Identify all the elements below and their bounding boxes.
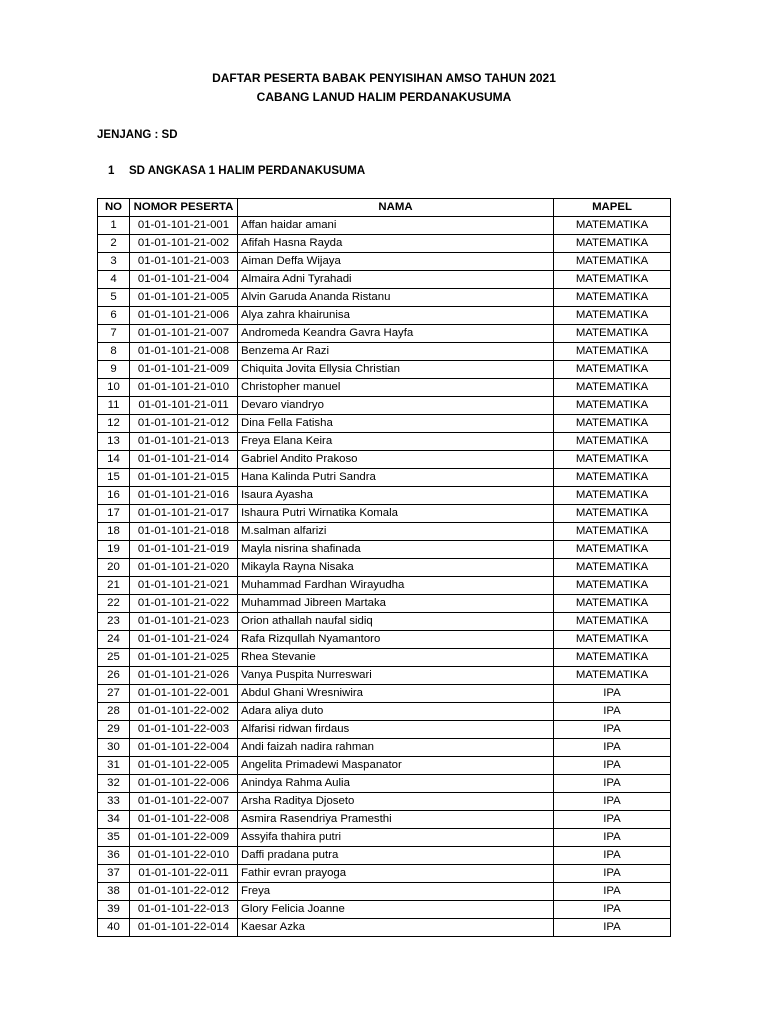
cell-no: 5: [98, 289, 130, 307]
table-row: [98, 775, 671, 793]
cell-nomor-peserta: 01-01-101-21-025: [130, 649, 238, 667]
header-no: NO: [98, 199, 130, 217]
cell-nomor-peserta: 01-01-101-22-009: [130, 829, 238, 847]
table-row: [98, 217, 671, 235]
cell-nomor-peserta: 01-01-101-22-008: [130, 811, 238, 829]
cell-mapel: IPA: [554, 883, 671, 901]
cell-mapel: IPA: [554, 919, 671, 937]
cell-mapel: MATEMATIKA: [554, 433, 671, 451]
cell-nama: Freya: [238, 883, 554, 901]
cell-nama: Muhammad Fardhan Wirayudha: [238, 577, 554, 595]
table-row: [98, 451, 671, 469]
cell-nama: Benzema Ar Razi: [238, 343, 554, 361]
cell-nomor-peserta: 01-01-101-21-009: [130, 361, 238, 379]
cell-mapel: MATEMATIKA: [554, 613, 671, 631]
table-row: [98, 667, 671, 685]
table-row: [98, 559, 671, 577]
cell-nama: Rhea Stevanie: [238, 649, 554, 667]
cell-mapel: MATEMATIKA: [554, 217, 671, 235]
cell-mapel: MATEMATIKA: [554, 595, 671, 613]
cell-mapel: IPA: [554, 811, 671, 829]
cell-nomor-peserta: 01-01-101-22-007: [130, 793, 238, 811]
cell-nama: Vanya Puspita Nurreswari: [238, 667, 554, 685]
cell-nomor-peserta: 01-01-101-22-003: [130, 721, 238, 739]
cell-mapel: MATEMATIKA: [554, 325, 671, 343]
cell-nomor-peserta: 01-01-101-21-007: [130, 325, 238, 343]
cell-mapel: IPA: [554, 865, 671, 883]
cell-nomor-peserta: 01-01-101-21-014: [130, 451, 238, 469]
table-row: [98, 631, 671, 649]
cell-mapel: IPA: [554, 757, 671, 775]
cell-mapel: MATEMATIKA: [554, 379, 671, 397]
cell-nama: Alfarisi ridwan firdaus: [238, 721, 554, 739]
cell-nama: Adara aliya duto: [238, 703, 554, 721]
cell-no: 19: [98, 541, 130, 559]
cell-mapel: MATEMATIKA: [554, 361, 671, 379]
cell-nama: Arsha Raditya Djoseto: [238, 793, 554, 811]
cell-nomor-peserta: 01-01-101-22-005: [130, 757, 238, 775]
cell-no: 3: [98, 253, 130, 271]
table-row: [98, 235, 671, 253]
table-row: [98, 703, 671, 721]
cell-no: 11: [98, 397, 130, 415]
cell-mapel: MATEMATIKA: [554, 541, 671, 559]
table-row: [98, 577, 671, 595]
cell-no: 17: [98, 505, 130, 523]
header-mapel: MAPEL: [554, 199, 671, 217]
table-header-row: [98, 199, 671, 217]
cell-nama: Mayla nisrina shafinada: [238, 541, 554, 559]
cell-nomor-peserta: 01-01-101-21-008: [130, 343, 238, 361]
cell-no: 25: [98, 649, 130, 667]
cell-nomor-peserta: 01-01-101-21-024: [130, 631, 238, 649]
cell-nama: M.salman alfarizi: [238, 523, 554, 541]
cell-nama: Muhammad Jibreen Martaka: [238, 595, 554, 613]
cell-nama: Andromeda Keandra Gavra Hayfa: [238, 325, 554, 343]
cell-nomor-peserta: 01-01-101-21-002: [130, 235, 238, 253]
table-body: [98, 217, 671, 937]
cell-nomor-peserta: 01-01-101-21-017: [130, 505, 238, 523]
table-row: [98, 595, 671, 613]
cell-no: 13: [98, 433, 130, 451]
cell-no: 18: [98, 523, 130, 541]
cell-no: 39: [98, 901, 130, 919]
cell-mapel: MATEMATIKA: [554, 253, 671, 271]
cell-nama: Alya zahra khairunisa: [238, 307, 554, 325]
cell-mapel: MATEMATIKA: [554, 631, 671, 649]
participant-table: [97, 198, 671, 937]
school-name: SD ANGKASA 1 HALIM PERDANAKUSUMA: [129, 165, 366, 177]
cell-mapel: MATEMATIKA: [554, 559, 671, 577]
cell-mapel: IPA: [554, 739, 671, 757]
cell-mapel: MATEMATIKA: [554, 289, 671, 307]
cell-mapel: MATEMATIKA: [554, 307, 671, 325]
cell-mapel: MATEMATIKA: [554, 487, 671, 505]
cell-nama: Chiquita Jovita Ellysia Christian: [238, 361, 554, 379]
table-row: [98, 505, 671, 523]
cell-mapel: MATEMATIKA: [554, 469, 671, 487]
cell-nomor-peserta: 01-01-101-22-013: [130, 901, 238, 919]
table-row: [98, 487, 671, 505]
cell-mapel: IPA: [554, 847, 671, 865]
cell-no: 34: [98, 811, 130, 829]
table-row: [98, 865, 671, 883]
table-row: [98, 901, 671, 919]
cell-no: 15: [98, 469, 130, 487]
cell-nomor-peserta: 01-01-101-21-013: [130, 433, 238, 451]
cell-no: 21: [98, 577, 130, 595]
table-row: [98, 847, 671, 865]
cell-nama: Dina Fella Fatisha: [238, 415, 554, 433]
cell-nomor-peserta: 01-01-101-21-022: [130, 595, 238, 613]
cell-nama: Afifah Hasna Rayda: [238, 235, 554, 253]
cell-no: 1: [98, 217, 130, 235]
cell-nama: Rafa Rizqullah Nyamantoro: [238, 631, 554, 649]
cell-nomor-peserta: 01-01-101-21-005: [130, 289, 238, 307]
cell-no: 6: [98, 307, 130, 325]
cell-no: 36: [98, 847, 130, 865]
table-row: [98, 361, 671, 379]
cell-nama: Anindya Rahma Aulia: [238, 775, 554, 793]
cell-no: 12: [98, 415, 130, 433]
cell-nomor-peserta: 01-01-101-21-018: [130, 523, 238, 541]
cell-mapel: IPA: [554, 775, 671, 793]
table-row: [98, 253, 671, 271]
table-row: [98, 271, 671, 289]
cell-nomor-peserta: 01-01-101-22-006: [130, 775, 238, 793]
cell-nama: Christopher manuel: [238, 379, 554, 397]
cell-no: 27: [98, 685, 130, 703]
cell-nama: Gabriel Andito Prakoso: [238, 451, 554, 469]
cell-mapel: MATEMATIKA: [554, 415, 671, 433]
table-row: [98, 523, 671, 541]
table-row: [98, 721, 671, 739]
table-row: [98, 307, 671, 325]
cell-nomor-peserta: 01-01-101-22-012: [130, 883, 238, 901]
cell-no: 7: [98, 325, 130, 343]
cell-nomor-peserta: 01-01-101-21-020: [130, 559, 238, 577]
table-row: [98, 811, 671, 829]
table-row: [98, 379, 671, 397]
cell-nomor-peserta: 01-01-101-21-021: [130, 577, 238, 595]
cell-mapel: MATEMATIKA: [554, 451, 671, 469]
cell-nama: Hana Kalinda Putri Sandra: [238, 469, 554, 487]
cell-nama: Glory Felicia Joanne: [238, 901, 554, 919]
cell-mapel: IPA: [554, 829, 671, 847]
cell-nomor-peserta: 01-01-101-21-015: [130, 469, 238, 487]
cell-nomor-peserta: 01-01-101-21-026: [130, 667, 238, 685]
cell-mapel: IPA: [554, 721, 671, 739]
cell-mapel: MATEMATIKA: [554, 523, 671, 541]
cell-no: 10: [98, 379, 130, 397]
cell-nomor-peserta: 01-01-101-22-014: [130, 919, 238, 937]
cell-nama: Affan haidar amani: [238, 217, 554, 235]
cell-nomor-peserta: 01-01-101-22-002: [130, 703, 238, 721]
table-row: [98, 919, 671, 937]
cell-no: 26: [98, 667, 130, 685]
cell-mapel: MATEMATIKA: [554, 343, 671, 361]
cell-mapel: MATEMATIKA: [554, 271, 671, 289]
cell-mapel: IPA: [554, 793, 671, 811]
cell-no: 20: [98, 559, 130, 577]
cell-no: 40: [98, 919, 130, 937]
cell-no: 29: [98, 721, 130, 739]
header-nomor-peserta: NOMOR PESERTA: [130, 199, 238, 217]
table-row: [98, 883, 671, 901]
cell-mapel: IPA: [554, 901, 671, 919]
cell-nama: Devaro viandryo: [238, 397, 554, 415]
cell-no: 32: [98, 775, 130, 793]
table-row: [98, 757, 671, 775]
cell-mapel: MATEMATIKA: [554, 649, 671, 667]
cell-no: 4: [98, 271, 130, 289]
table-row: [98, 325, 671, 343]
table-row: [98, 613, 671, 631]
cell-mapel: MATEMATIKA: [554, 235, 671, 253]
cell-nomor-peserta: 01-01-101-22-004: [130, 739, 238, 757]
table-row: [98, 739, 671, 757]
cell-nomor-peserta: 01-01-101-21-012: [130, 415, 238, 433]
cell-no: 8: [98, 343, 130, 361]
cell-nomor-peserta: 01-01-101-21-019: [130, 541, 238, 559]
cell-no: 9: [98, 361, 130, 379]
document-title-line1: DAFTAR PESERTA BABAK PENYISIHAN AMSO TAHUN 2021: [212, 71, 556, 85]
table-row: [98, 793, 671, 811]
cell-nomor-peserta: 01-01-101-21-006: [130, 307, 238, 325]
cell-no: 22: [98, 595, 130, 613]
cell-nama: Angelita Primadewi Maspanator: [238, 757, 554, 775]
cell-nomor-peserta: 01-01-101-21-010: [130, 379, 238, 397]
cell-mapel: MATEMATIKA: [554, 397, 671, 415]
table-row: [98, 397, 671, 415]
cell-mapel: MATEMATIKA: [554, 577, 671, 595]
cell-nama: Mikayla Rayna Nisaka: [238, 559, 554, 577]
jenjang-label: JENJANG : SD: [97, 129, 178, 141]
table-row: [98, 343, 671, 361]
cell-nomor-peserta: 01-01-101-22-001: [130, 685, 238, 703]
school-number: 1: [108, 165, 115, 177]
cell-nama: Freya Elana Keira: [238, 433, 554, 451]
cell-no: 2: [98, 235, 130, 253]
cell-no: 23: [98, 613, 130, 631]
cell-nomor-peserta: 01-01-101-21-023: [130, 613, 238, 631]
cell-nomor-peserta: 01-01-101-21-016: [130, 487, 238, 505]
table-row: [98, 433, 671, 451]
cell-nama: Alvin Garuda Ananda Ristanu: [238, 289, 554, 307]
cell-no: 38: [98, 883, 130, 901]
header-nama: NAMA: [238, 199, 554, 217]
cell-no: 30: [98, 739, 130, 757]
cell-nama: Aiman Deffa Wijaya: [238, 253, 554, 271]
cell-nama: Orion athallah naufal sidiq: [238, 613, 554, 631]
cell-nama: Isaura Ayasha: [238, 487, 554, 505]
cell-no: 28: [98, 703, 130, 721]
document-title-line2: CABANG LANUD HALIM PERDANAKUSUMA: [256, 90, 512, 104]
cell-nama: Abdul Ghani Wresniwira: [238, 685, 554, 703]
cell-nomor-peserta: 01-01-101-21-003: [130, 253, 238, 271]
cell-nomor-peserta: 01-01-101-21-004: [130, 271, 238, 289]
cell-nomor-peserta: 01-01-101-21-001: [130, 217, 238, 235]
table-row: [98, 289, 671, 307]
cell-nomor-peserta: 01-01-101-22-011: [130, 865, 238, 883]
table-row: [98, 829, 671, 847]
cell-nama: Daffi pradana putra: [238, 847, 554, 865]
cell-nama: Andi faizah nadira rahman: [238, 739, 554, 757]
cell-no: 37: [98, 865, 130, 883]
cell-no: 14: [98, 451, 130, 469]
cell-mapel: IPA: [554, 703, 671, 721]
table-row: [98, 415, 671, 433]
cell-nama: Ishaura Putri Wirnatika Komala: [238, 505, 554, 523]
cell-mapel: MATEMATIKA: [554, 505, 671, 523]
cell-nama: Assyifa thahira putri: [238, 829, 554, 847]
cell-no: 24: [98, 631, 130, 649]
table-row: [98, 469, 671, 487]
cell-no: 16: [98, 487, 130, 505]
cell-nama: Almaira Adni Tyrahadi: [238, 271, 554, 289]
table-row: [98, 685, 671, 703]
cell-nomor-peserta: 01-01-101-22-010: [130, 847, 238, 865]
cell-mapel: IPA: [554, 685, 671, 703]
cell-mapel: MATEMATIKA: [554, 667, 671, 685]
cell-nomor-peserta: 01-01-101-21-011: [130, 397, 238, 415]
table-row: [98, 649, 671, 667]
cell-nama: Kaesar Azka: [238, 919, 554, 937]
cell-no: 31: [98, 757, 130, 775]
table-row: [98, 541, 671, 559]
cell-nama: Asmira Rasendriya Pramesthi: [238, 811, 554, 829]
cell-no: 35: [98, 829, 130, 847]
cell-no: 33: [98, 793, 130, 811]
cell-nama: Fathir evran prayoga: [238, 865, 554, 883]
